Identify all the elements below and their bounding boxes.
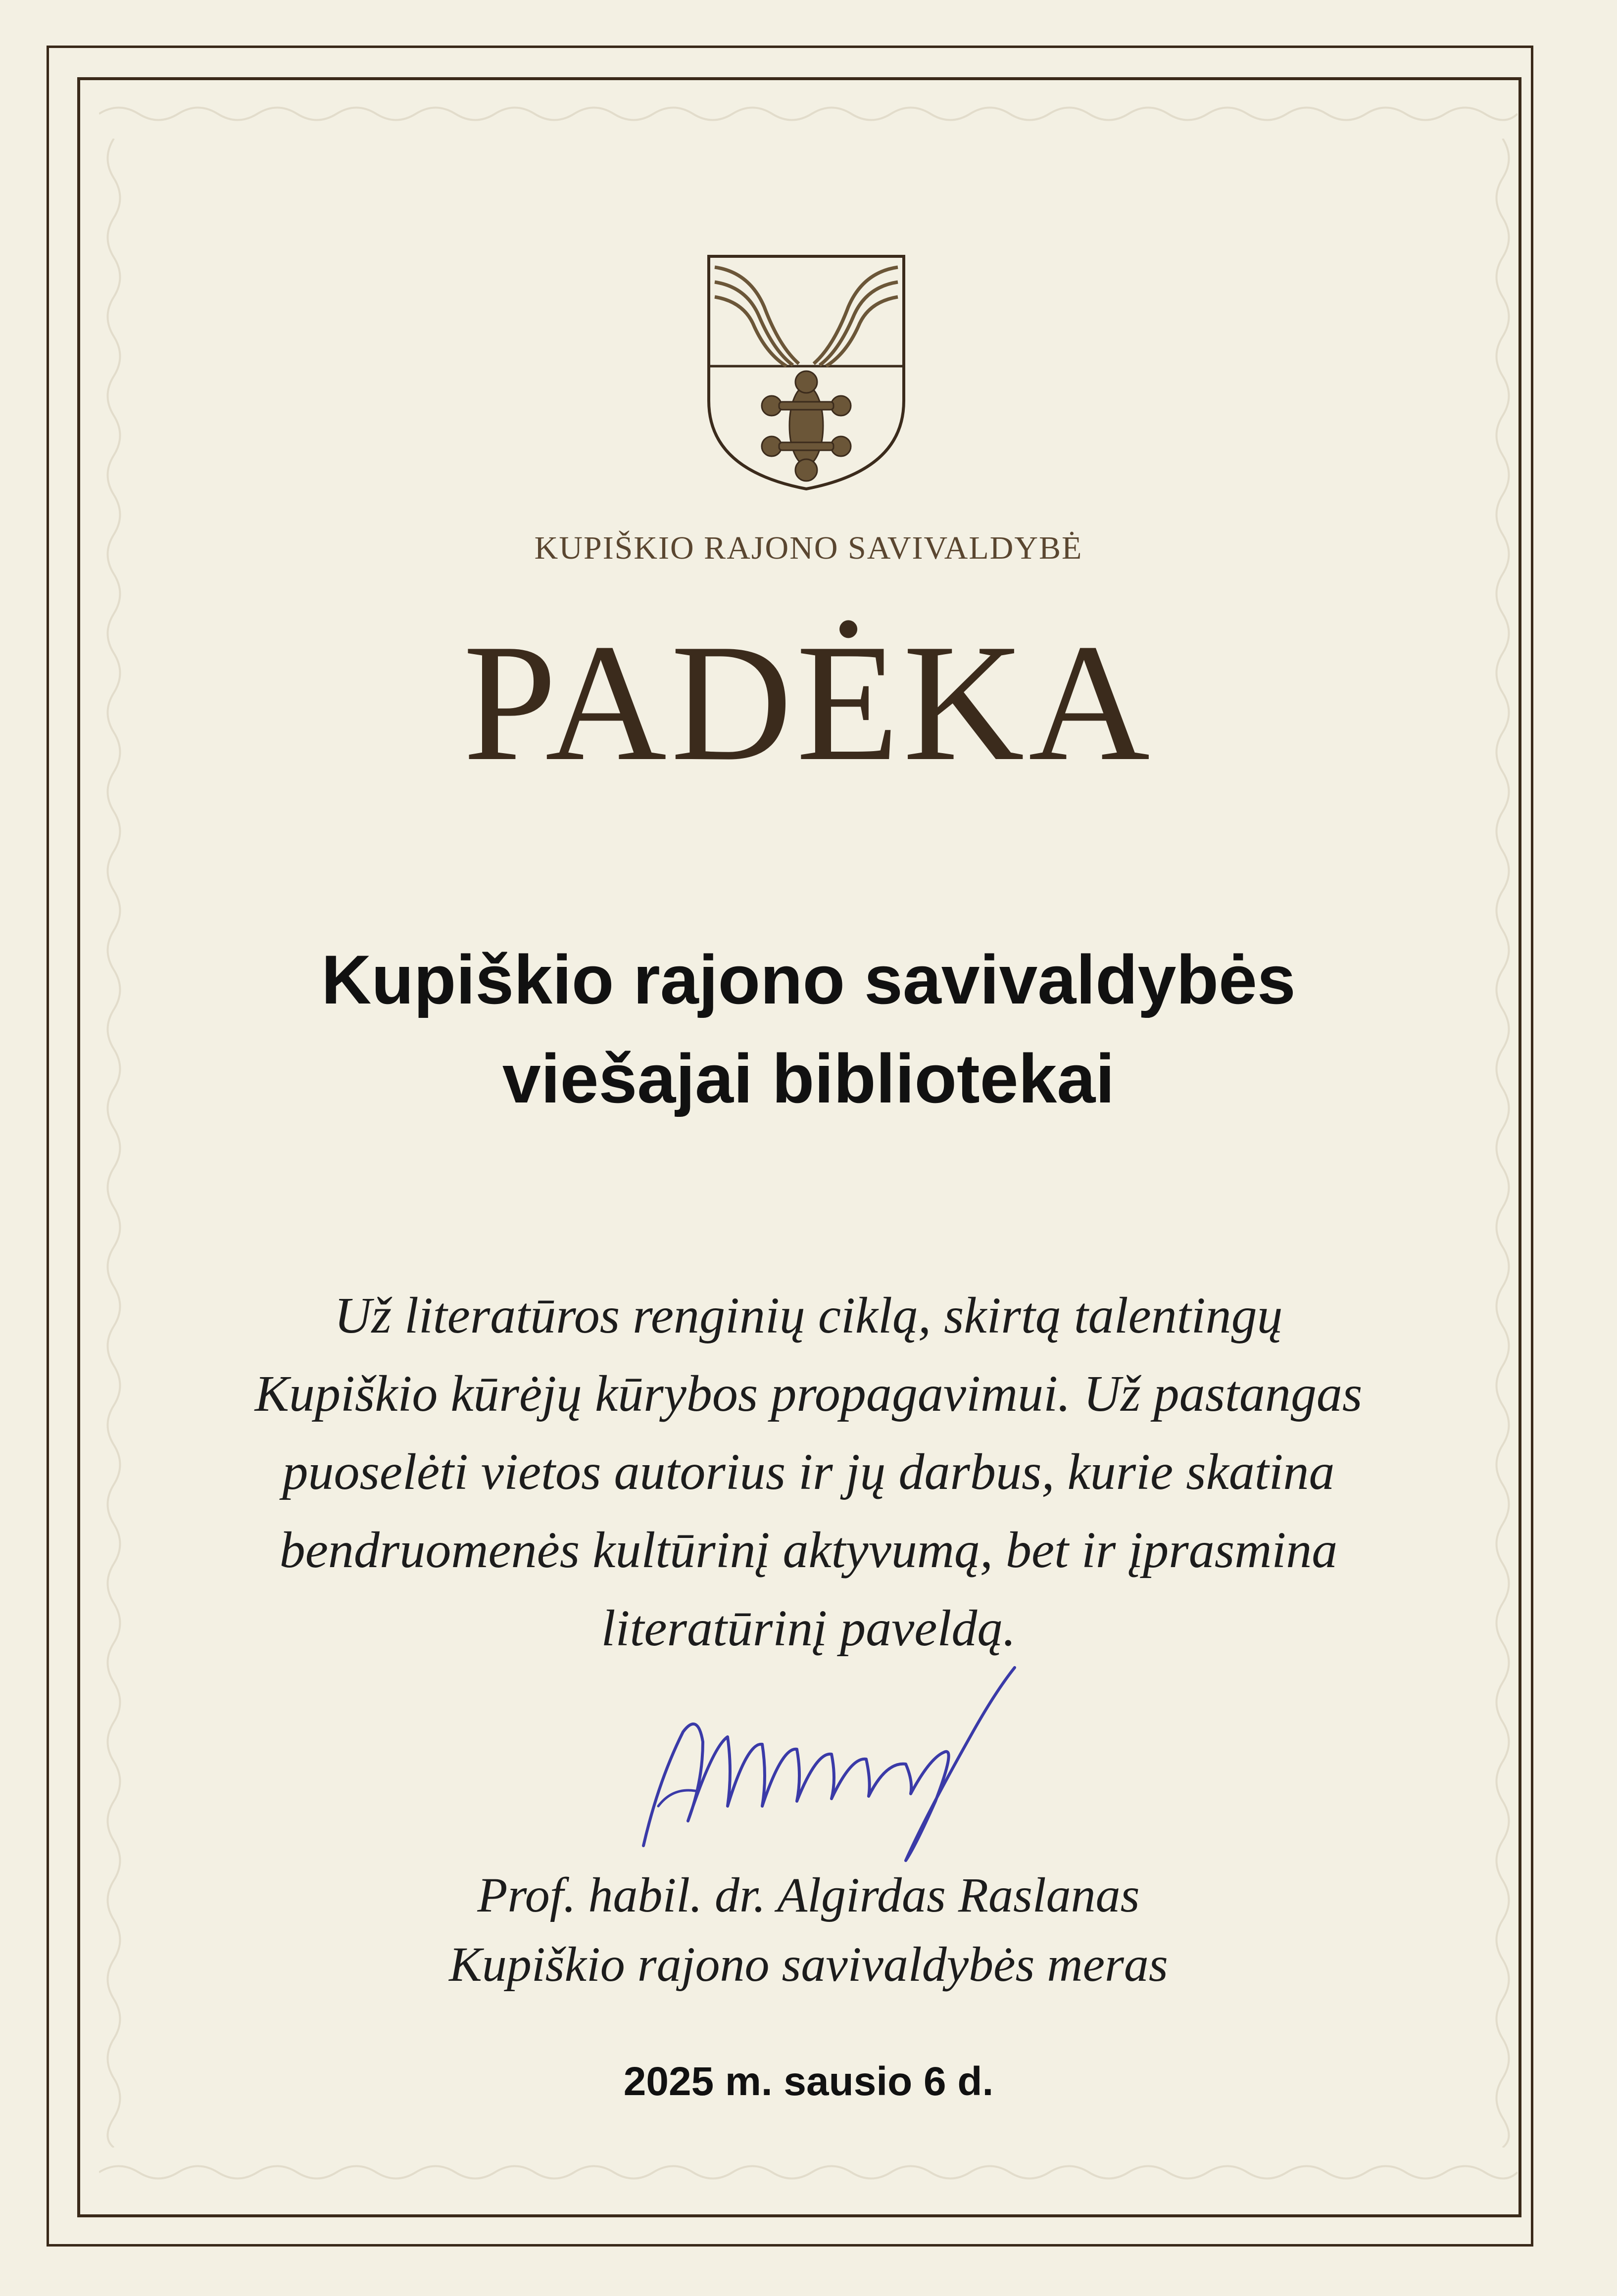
reason-text <box>188 1277 1429 1668</box>
reason-line: bendruomenės kultūrinį aktyvumą, bet ir įprasmina <box>279 1522 1338 1578</box>
organization-name: KUPIŠKIO RAJONO SAVIVALDYBĖ <box>534 530 1083 566</box>
reason-line: Už literatūros renginių ciklą, skirtą talentingų <box>334 1287 1283 1344</box>
emboss-border-bottom <box>99 2157 1518 2187</box>
issue-date: 2025 m. sausio 6 d. <box>623 2059 994 2104</box>
reason-line: Kupiškio kūrėjų kūrybos propagavimui. Už pastangas <box>254 1365 1363 1422</box>
emboss-border-right <box>1488 139 1518 2148</box>
reason-line: literatūrinį paveldą. <box>601 1600 1016 1657</box>
signer-name: Prof. habil. dr. Algirdas Raslanas <box>477 1867 1140 1922</box>
coat-of-arms-icon <box>705 252 908 492</box>
recipient-line-2: viešajai bibliotekai <box>502 1040 1115 1117</box>
signer-block <box>0 1861 1617 1999</box>
recipient-line-1: Kupiškio rajono savivaldybės <box>321 941 1296 1018</box>
emboss-border-left <box>99 139 129 2148</box>
signer-position: Kupiškio rajono savivaldybės meras <box>449 1937 1168 1992</box>
recipient-block <box>0 930 1617 1128</box>
reason-line: puoselėti vietos autorius ir jų darbus, kurie skatina <box>282 1443 1335 1500</box>
handwritten-signature <box>629 1658 1054 1870</box>
page-title: PADĖKA <box>463 609 1154 796</box>
emboss-border-top <box>99 99 1518 129</box>
